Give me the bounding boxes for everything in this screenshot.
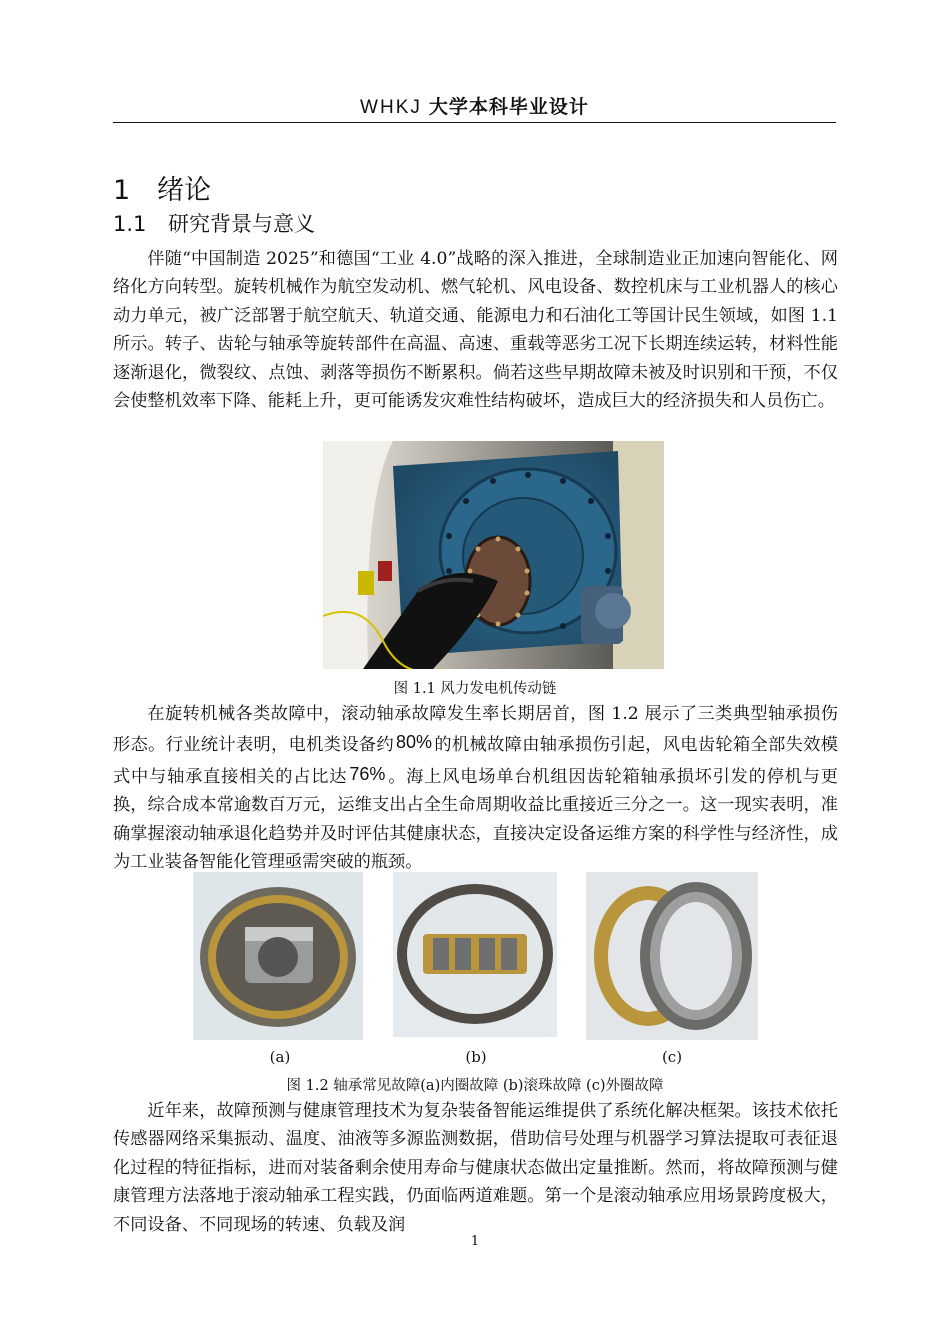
chapter-title: 绪论	[157, 175, 211, 206]
inner-ring-fault-bearing-image	[193, 872, 363, 1040]
figure-1-2a-photo	[193, 872, 363, 1040]
paragraph-2-part1: 在旋转机械各类故障中，滚动轴承故障发生率长期居首，图 1.2 展示了三类典型轴承损伤形态。行业统计表明，电机类设备约	[113, 704, 838, 756]
paragraph-2-part2: 的机械故障由轴承损伤引起，风电齿轮箱全部失效模式中与轴承直接相关的占比达	[113, 735, 838, 787]
outer-ring-fault-bearing-image	[586, 872, 758, 1040]
section-number: 1.1	[113, 212, 147, 236]
figure-1-2c-photo	[586, 872, 758, 1040]
running-header	[113, 92, 836, 123]
paragraph-1: 伴随“中国制造 2025”和德国“工业 4.0”战略的深入推进，全球制造业正加速向智能化、网络化方向转型。旋转机械作为航空发动机、燃气轮机、风电设备、数控机床与工业机器人的核心动力单元，被广泛部署于航空航天、轨道交通、能源电力和石油化工等国计民生领域，如图 1.1 所示。转子、齿轮与轴承等旋转部件在高温、高速、重载等恶劣工况下长期连续运转，材料性能逐渐退化，微裂纹、点蚀、剥落等损伤不断累积。倘若这些早期故障未被及时识别和干预，不仅会使整机效率下降、能耗上升，更可能诱发灾难性结构破坏，造成巨大的经济损失和人员伤亡。	[113, 249, 838, 412]
figure-1-1-caption: 图 1.1 风力发电机传动链	[393, 681, 557, 697]
header-title	[360, 96, 589, 118]
figure-1-2c-label: (c)	[661, 1048, 683, 1066]
wind-turbine-drivetrain-image	[323, 441, 664, 669]
figure-1-2b-photo	[393, 872, 557, 1037]
header-cjk: 大学本科毕业设计	[428, 96, 589, 118]
chapter-heading	[113, 168, 211, 207]
bearing-fault-share-motors: 80%	[396, 732, 433, 753]
bearing-fault-share-gearbox: 76%	[349, 763, 386, 784]
paragraph-2	[113, 700, 838, 876]
figure-1-1-photo	[323, 441, 664, 669]
ball-fault-bearing-image	[393, 872, 557, 1037]
figure-1-2-caption: 图 1.2 轴承常见故障(a)内圈故障 (b)滚珠故障 (c)外圈故障	[286, 1078, 664, 1094]
figure-1-2a-label: (a)	[269, 1048, 291, 1066]
figure-1-2b-label: (b)	[465, 1048, 487, 1066]
paragraph-2-part3: 。海上风电场单台机组因齿轮箱轴承损坏引发的停机与更换，综合成本常逾数百万元，运维支出占全生命周期收益比重接近三分之一。这一现实表明，准确掌握滚动轴承退化趋势并及时评估其健康状态，直接决定设备运维方案的科学性与经济性，成为工业装备智能化管理亟需突破的瓶颈。	[113, 766, 838, 873]
header-latin: WHKJ	[360, 97, 422, 118]
page-number: 1	[470, 1234, 480, 1249]
section-title: 研究背景与意义	[168, 212, 315, 236]
section-heading	[113, 208, 315, 238]
chapter-number: 1	[113, 175, 131, 206]
paragraph-3: 近年来，故障预测与健康管理技术为复杂装备智能运维提供了系统化解决框架。该技术依托传感器网络采集振动、温度、油液等多源监测数据，借助信号处理与机器学习算法提取可表征退化过程的特征指标，进而对装备剩余使用寿命与健康状态做出定量推断。然而，将故障预测与健康管理方法落地于滚动轴承工程实践，仍面临两道难题。第一个是滚动轴承应用场景跨度极大，不同设备、不同现场的转速、负载及润	[113, 1101, 838, 1235]
